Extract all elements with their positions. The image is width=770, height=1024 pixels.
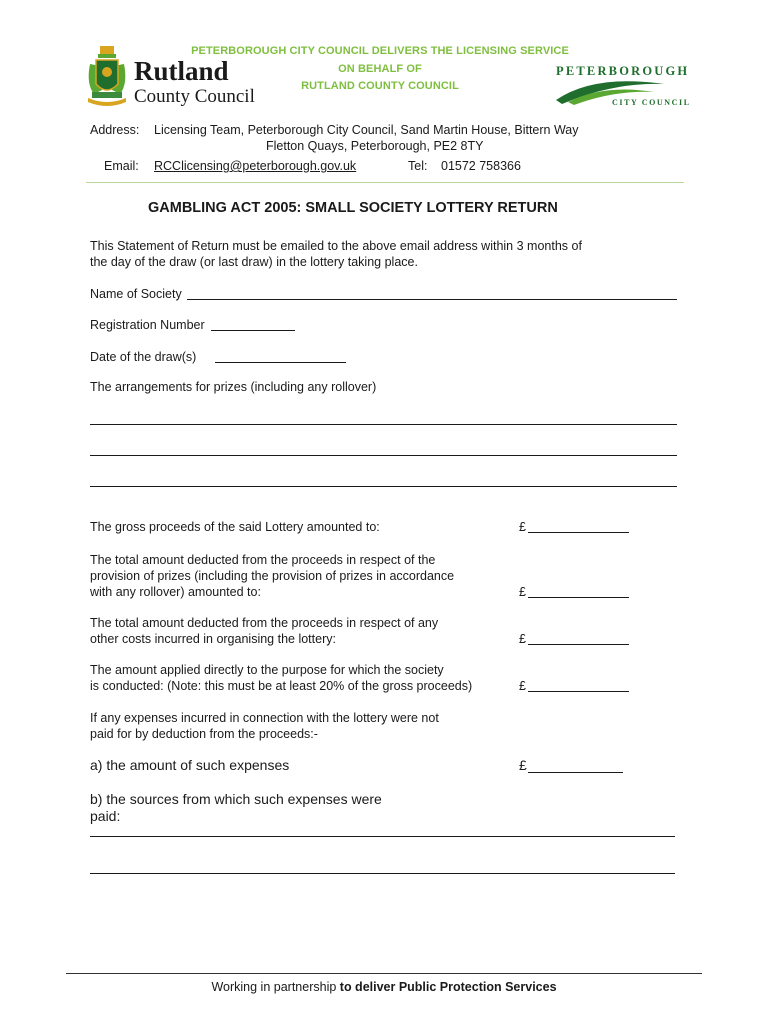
intro-line-1: This Statement of Return must be emailed to the above email address within 3 months of <box>90 239 582 253</box>
prizes-currency: £ <box>519 585 526 599</box>
expenses-b-line-2: paid: <box>90 808 121 824</box>
prizes-line-1: The total amount deducted from the proceeds in respect of the <box>90 553 436 567</box>
costs-line-1: The total amount deducted from the proceeds in respect of any <box>90 616 439 630</box>
footer-bold: to deliver Public Protection Services <box>339 980 557 994</box>
tel-value: 01572 758366 <box>441 159 521 173</box>
applied-line-2: is conducted: (Note: this must be at least 20% of the gross proceeds) <box>90 679 473 693</box>
gross-proceeds-currency: £ <box>519 520 526 534</box>
applied-field[interactable] <box>528 691 629 692</box>
footer-prefix: Working in partnership <box>211 980 340 994</box>
gross-proceeds-field[interactable] <box>528 532 629 533</box>
form-title: GAMBLING ACT 2005: SMALL SOCIETY LOTTERY RETURN <box>148 200 558 216</box>
date-of-draws-label: Date of the draw(s) <box>90 350 197 364</box>
expenses-b-line-1: b) the sources from which such expenses were <box>90 791 382 807</box>
header-line-3: RUTLAND COUNTY COUNCIL <box>301 80 459 92</box>
peterborough-logo-name: PETERBOROUGH <box>556 64 690 78</box>
tel-label: Tel: <box>408 159 428 173</box>
arrangements-line-1[interactable] <box>90 424 677 425</box>
email-label: Email: <box>104 159 139 173</box>
header-divider <box>86 182 684 183</box>
email-link[interactable]: RCClicensing@peterborough.gov.uk <box>154 159 357 173</box>
arrangements-label: The arrangements for prizes (including any rollover) <box>90 380 377 394</box>
expenses-b-line-field-2[interactable] <box>90 873 675 874</box>
rutland-logo-name: Rutland <box>134 56 229 86</box>
name-of-society-label: Name of Society <box>90 287 182 301</box>
gross-proceeds-label: The gross proceeds of the said Lottery amounted to: <box>90 520 380 534</box>
expenses-line-2: paid for by deduction from the proceeds:- <box>90 727 318 741</box>
address-label: Address: <box>90 123 140 137</box>
header-line-1: PETERBOROUGH CITY COUNCIL DELIVERS THE LICENSING SERVICE <box>191 45 569 57</box>
expenses-a-label: a) the amount of such expenses <box>90 757 290 773</box>
rutland-logo-sub: County Council <box>134 86 255 107</box>
footer-divider <box>66 973 702 974</box>
date-of-draws-field[interactable] <box>215 362 346 363</box>
expenses-a-field[interactable] <box>528 772 623 773</box>
costs-line-2: other costs incurred in organising the lottery: <box>90 632 336 646</box>
intro-line-2: the day of the draw (or last draw) in the lottery taking place. <box>90 255 418 269</box>
expenses-line-1: If any expenses incurred in connection with the lottery were not <box>90 711 439 725</box>
registration-number-label: Registration Number <box>90 318 205 332</box>
prizes-field[interactable] <box>528 597 629 598</box>
costs-field[interactable] <box>528 644 629 645</box>
applied-currency: £ <box>519 679 526 693</box>
expenses-a-currency: £ <box>519 757 527 773</box>
prizes-line-3: with any rollover) amounted to: <box>90 585 261 599</box>
applied-line-1: The amount applied directly to the purpose for which the society <box>90 663 444 677</box>
footer-text <box>66 980 702 994</box>
arrangements-line-2[interactable] <box>90 455 677 456</box>
header-line-2: ON BEHALF OF <box>338 63 422 75</box>
address-line-1: Licensing Team, Peterborough City Council, Sand Martin House, Bittern Way <box>154 123 579 137</box>
costs-currency: £ <box>519 632 526 646</box>
name-of-society-field[interactable] <box>187 299 677 300</box>
expenses-b-line-field-1[interactable] <box>90 836 675 837</box>
arrangements-line-3[interactable] <box>90 486 677 487</box>
address-line-2: Fletton Quays, Peterborough, PE2 8TY <box>266 139 484 153</box>
peterborough-logo-sub: CITY COUNCIL <box>612 98 691 107</box>
registration-number-field[interactable] <box>211 330 295 331</box>
prizes-line-2: provision of prizes (including the provision of prizes in accordance <box>90 569 455 583</box>
rutland-crest-logo <box>82 44 132 112</box>
